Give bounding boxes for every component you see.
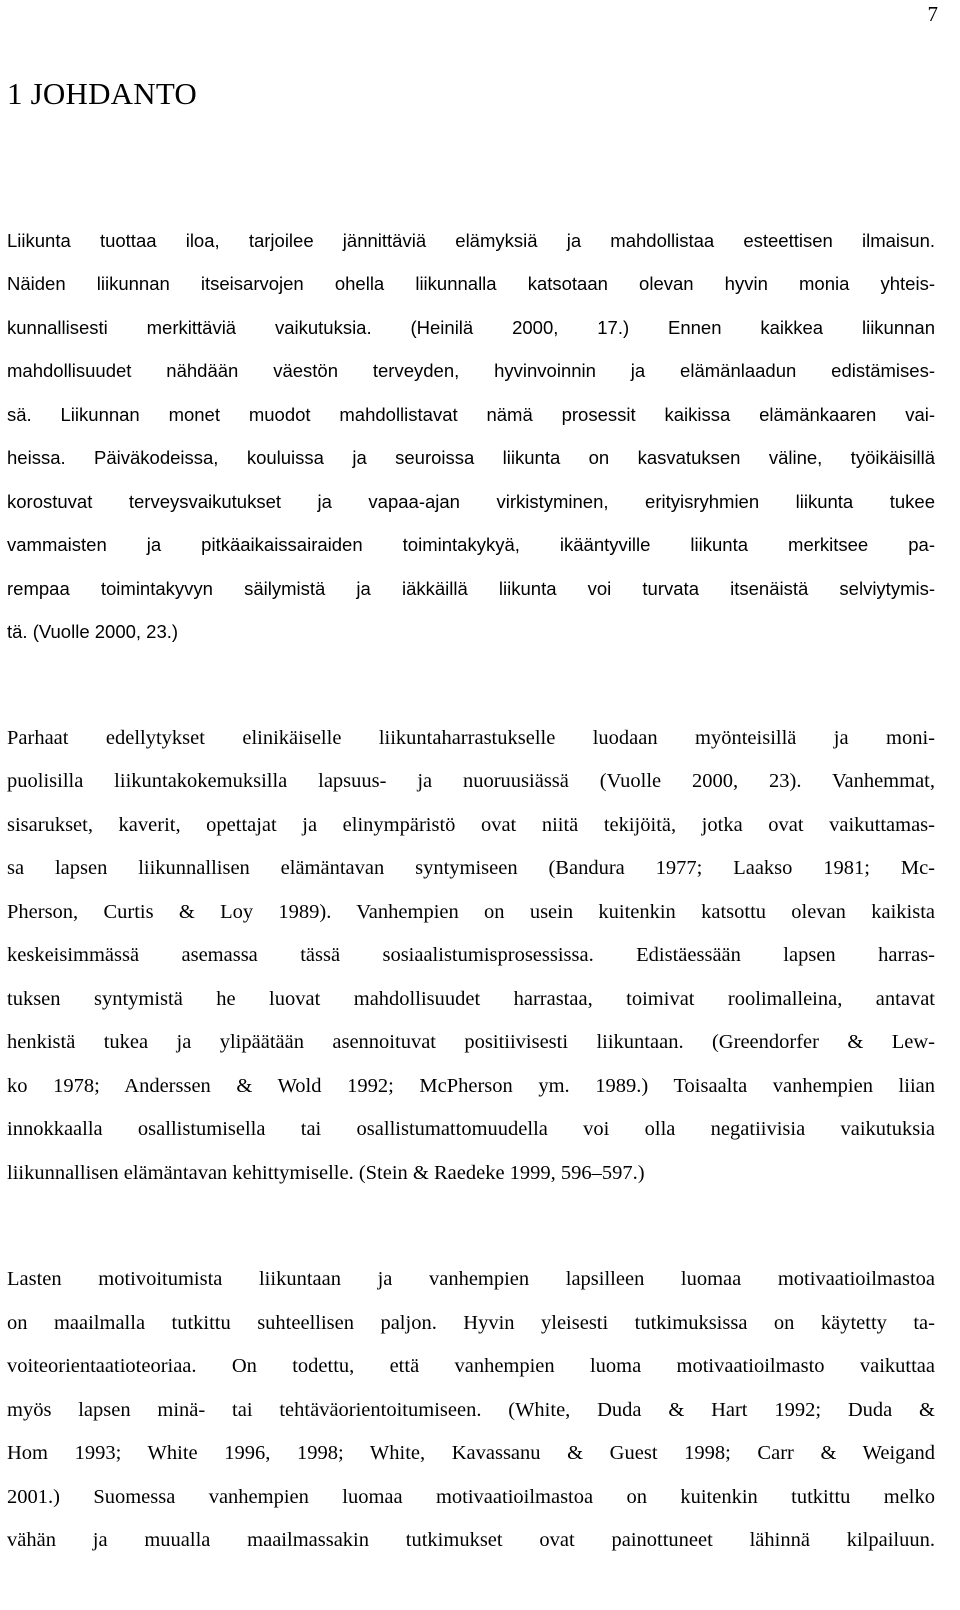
paragraph-line: tuksen syntymistä he luovat mahdollisuudet harrastaa, toimivat roolimalleina, antavat [7, 988, 935, 1010]
paragraph-line: Liikunta tuottaa iloa, tarjoilee jännittäviä elämyksiä ja mahdollistaa esteettisen ilmaisun. [7, 230, 935, 251]
paragraph-line: mahdollisuudet nähdään väestön terveyden, hyvinvoinnin ja elämänlaadun edistämises- [7, 360, 935, 381]
paragraph-line: voiteorientaatioteoriaa. On todettu, että vanhempien luoma motivaatioilmasto vaikuttaa [7, 1355, 935, 1377]
paragraph-line: liikunnallisen elämäntavan kehittymiselle. (Stein & Raedeke 1999, 596–597.) [7, 1162, 645, 1184]
paragraph-line: kunnallisesti merkittäviä vaikutuksia. (Heinilä 2000, 17.) Ennen kaikkea liikunnan [7, 317, 935, 338]
paragraph-line: Hom 1993; White 1996, 1998; White, Kavassanu & Guest 1998; Carr & Weigand [7, 1442, 935, 1464]
paragraph-line: henkistä tukea ja ylipäätään asennoituvat positiivisesti liikuntaan. (Greendorfer & Lew- [7, 1031, 935, 1053]
paragraph-line: Lasten motivoitumista liikuntaan ja vanhempien lapsilleen luomaa motivaatioilmastoa [7, 1268, 935, 1290]
paragraph-line: puolisilla liikuntakokemuksilla lapsuus- ja nuoruusiässä (Vuolle 2000, 23). Vanhemmat, [7, 770, 935, 792]
paragraph-line: Näiden liikunnan itseisarvojen ohella liikunnalla katsotaan olevan hyvin monia yhteis- [7, 273, 935, 294]
page-number: 7 [927, 2, 938, 26]
paragraph-line: vähän ja muualla maailmassakin tutkimukset ovat painottuneet lähinnä kilpailuun. [7, 1529, 935, 1551]
paragraph-line: Pherson, Curtis & Loy 1989). Vanhempien on usein kuitenkin katsottu olevan kaikista [7, 901, 935, 923]
paragraph-line: innokkaalla osallistumisella tai osallistumattomuudella voi olla negatiivisia vaikutuksia [7, 1118, 935, 1140]
paragraph-line: sisarukset, kaverit, opettajat ja elinympäristö ovat niitä tekijöitä, jotka ovat vaikuttamas- [7, 814, 935, 836]
paragraph-line: sa lapsen liikunnallisen elämäntavan syntymiseen (Bandura 1977; Laakso 1981; Mc- [7, 857, 935, 879]
paragraph-line: ko 1978; Anderssen & Wold 1992; McPherson ym. 1989.) Toisaalta vanhempien liian [7, 1075, 935, 1097]
paragraph-line: 2001.) Suomessa vanhempien luomaa motivaatioilmastoa on kuitenkin tutkittu melko [7, 1486, 935, 1508]
paragraph-line: on maailmalla tutkittu suhteellisen paljon. Hyvin yleisesti tutkimuksissa on käytetty ta- [7, 1312, 935, 1334]
paragraph-line: vammaisten ja pitkäaikaissairaiden toimintakykyä, ikääntyville liikunta merkitsee pa- [7, 534, 935, 555]
chapter-heading: 1 JOHDANTO [7, 76, 198, 111]
paragraph-line: Parhaat edellytykset elinikäiselle liikuntaharrastukselle luodaan myönteisillä ja moni- [7, 727, 935, 749]
paragraph-line: keskeisimmässä asemassa tässä sosiaalistumisprosessissa. Edistäessään lapsen harras- [7, 944, 935, 966]
paragraph-line: rempaa toimintakyvyn säilymistä ja iäkkäillä liikunta voi turvata itsenäistä selviytymis- [7, 578, 935, 599]
paragraph-line: sä. Liikunnan monet muodot mahdollistavat nämä prosessit kaikissa elämänkaaren vai- [7, 404, 935, 425]
paragraph-line: tä. (Vuolle 2000, 23.) [7, 621, 179, 642]
paragraph-line: korostuvat terveysvaikutukset ja vapaa-ajan virkistyminen, erityisryhmien liikunta tukee [7, 491, 935, 512]
paragraph-line: heissa. Päiväkodeissa, kouluissa ja seuroissa liikunta on kasvatuksen väline, työikäisillä [7, 447, 935, 468]
paragraph-line: myös lapsen minä- tai tehtäväorientoitumiseen. (White, Duda & Hart 1992; Duda & [7, 1399, 935, 1421]
